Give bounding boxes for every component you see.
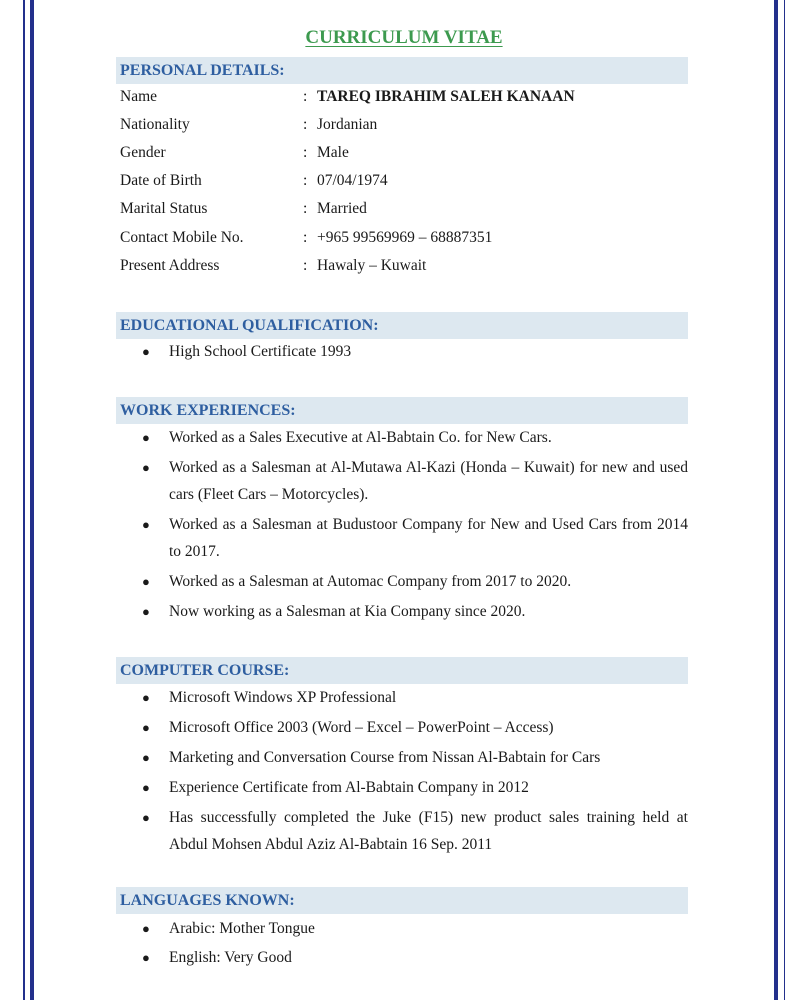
section-header-work: WORK EXPERIENCES: [116,397,688,424]
education-list [140,338,688,365]
field-value: Jordanian [317,116,378,133]
personal-row-mobile [120,227,680,249]
list-item-text: Arabic: Mother Tongue [169,920,315,937]
field-label: Contact Mobile No. [120,229,244,246]
field-colon: : [303,200,308,217]
field-value: +965 99569969 – 68887351 [317,229,493,246]
personal-row-gender [120,142,680,164]
field-label: Nationality [120,116,190,133]
personal-row-dob [120,170,680,192]
field-colon: : [303,229,308,246]
bullet-icon: ● [142,517,150,532]
list-item-text: Now working as a Salesman at Kia Company since 2020. [169,603,526,620]
bullet-icon: ● [142,750,150,765]
bullet-icon: ● [142,780,150,795]
list-item [140,598,688,625]
field-value: Male [317,144,349,161]
list-item-text: Worked as a Salesman at Budustoor Company for New and Used Cars from 2014 to 2017. [169,516,688,560]
list-item [140,944,688,971]
field-label: Gender [120,144,166,161]
list-item [140,454,688,508]
work-list [140,424,688,625]
bullet-icon: ● [142,460,150,475]
list-item [140,915,688,942]
bullet-icon: ● [142,604,150,619]
list-item [140,568,688,595]
personal-row-name [120,86,680,108]
list-item-text: Experience Certificate from Al-Babtain Company in 2012 [169,779,529,796]
computer-list [140,684,688,858]
list-item [140,804,688,858]
list-item-text: Microsoft Office 2003 (Word – Excel – PowerPoint – Access) [169,719,554,736]
section-header-computer: COMPUTER COURSE: [116,657,688,684]
list-item-text: Marketing and Conversation Course from Nissan Al-Babtain for Cars [169,749,601,766]
bullet-icon: ● [142,574,150,589]
document-title: CURRICULUM VITAE [305,27,503,48]
languages-list [140,915,688,971]
list-item [140,338,688,365]
field-value: 07/04/1974 [317,172,388,189]
field-label: Name [120,88,158,105]
field-colon: : [303,172,308,189]
list-item-text: Worked as a Sales Executive at Al-Babtain Co. for New Cars. [169,429,552,446]
field-colon: : [303,144,308,161]
list-item [140,774,688,801]
list-item [140,511,688,565]
list-item-text: Has successfully completed the Juke (F15) new product sales training held at Abdul Mohsen Abdul Aziz Al-Babtain 16 Sep. 2011 [169,809,688,853]
field-label: Marital Status [120,200,208,217]
bullet-icon: ● [142,921,150,936]
page-border-left [30,0,34,1000]
personal-row-marital [120,198,680,220]
field-colon: : [303,88,308,105]
list-item [140,424,688,451]
field-value: Hawaly – Kuwait [317,257,427,274]
list-item [140,684,688,711]
bullet-icon: ● [142,344,150,359]
list-item-text: English: Very Good [169,949,292,966]
page-border-right-outer [784,0,786,1000]
bullet-icon: ● [142,720,150,735]
list-item-text: Microsoft Windows XP Professional [169,689,397,706]
personal-row-nationality [120,114,680,136]
field-label: Present Address [120,257,220,274]
personal-row-address [120,255,680,277]
bullet-icon: ● [142,810,150,825]
page-border-right [774,0,778,1000]
list-item-text: Worked as a Salesman at Al-Mutawa Al-Kazi (Honda – Kuwait) for new and used cars (Fleet Cars – Motorcycles). [169,459,688,503]
field-label: Date of Birth [120,172,202,189]
field-colon: : [303,257,308,274]
list-item [140,744,688,771]
bullet-icon: ● [142,430,150,445]
field-colon: : [303,116,308,133]
bullet-icon: ● [142,950,150,965]
section-header-languages: LANGUAGES KNOWN: [116,887,688,914]
section-header-personal: PERSONAL DETAILS: [116,57,688,84]
list-item-text: Worked as a Salesman at Automac Company from 2017 to 2020. [169,573,572,590]
page-border-left-outer [23,0,25,1000]
list-item [140,714,688,741]
section-header-education: EDUCATIONAL QUALIFICATION: [116,312,688,339]
field-value: Married [317,200,367,217]
list-item-text: High School Certificate 1993 [169,343,352,360]
field-value: TAREQ IBRAHIM SALEH KANAAN [317,88,575,105]
bullet-icon: ● [142,690,150,705]
